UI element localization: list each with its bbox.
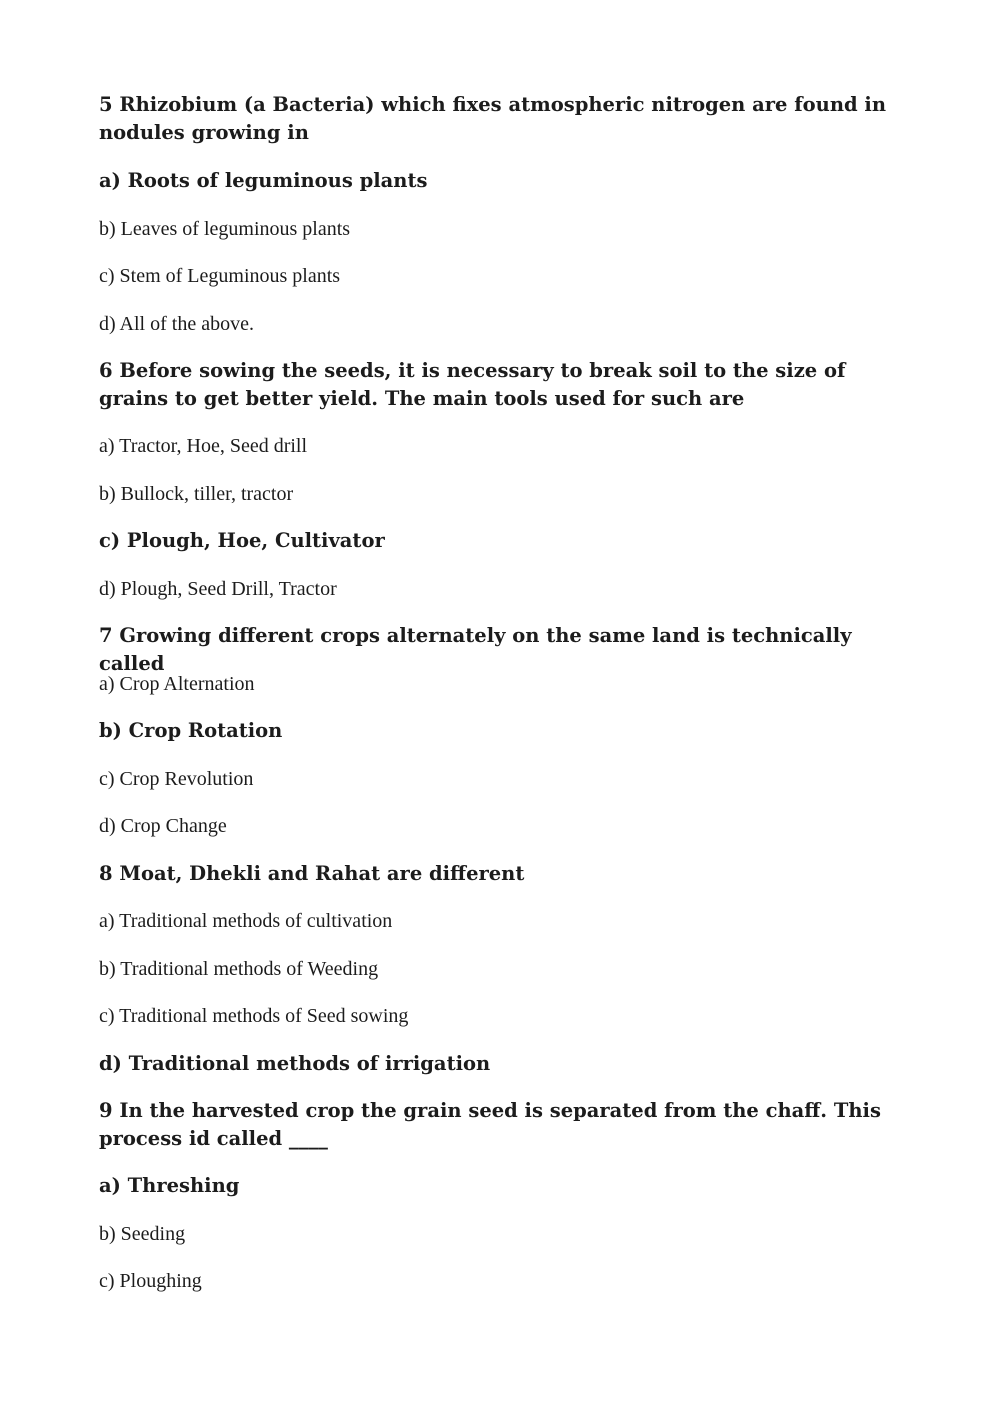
question-7-text: 7 Growing different crops alternately on the same land is technically called <box>99 624 852 675</box>
question-5-option-d: d) All of the above. <box>99 313 254 335</box>
question-9-option-c: c) Ploughing <box>99 1270 202 1292</box>
question-8-option-d-correct: d) Traditional methods of irrigation <box>99 1052 491 1075</box>
question-6-option-a: a) Tractor, Hoe, Seed drill <box>99 435 308 457</box>
question-5-text: 5 Rhizobium (a Bacteria) which fixes atmospheric nitrogen are found in nodules growing in <box>99 93 887 144</box>
question-9-option-b: b) Seeding <box>99 1223 186 1245</box>
question-5-option-c: c) Stem of Leguminous plants <box>99 265 341 287</box>
question-6-option-d: d) Plough, Seed Drill, Tractor <box>99 578 337 600</box>
question-7-option-d: d) Crop Change <box>99 815 227 837</box>
question-9-text: 9 In the harvested crop the grain seed is separated from the chaff. This process id called ____ <box>99 1099 881 1150</box>
question-7-option-a: a) Crop Alternation <box>99 673 255 695</box>
question-8-option-c: c) Traditional methods of Seed sowing <box>99 1005 409 1027</box>
question-9-option-a-correct: a) Threshing <box>99 1174 240 1197</box>
question-5-option-a-correct: a) Roots of leguminous plants <box>99 169 428 192</box>
question-8-option-b: b) Traditional methods of Weeding <box>99 958 379 980</box>
question-7-option-b-correct: b) Crop Rotation <box>99 719 283 742</box>
question-5-option-b: b) Leaves of leguminous plants <box>99 218 351 240</box>
question-6-option-b: b) Bullock, tiller, tractor <box>99 483 294 505</box>
question-8-text: 8 Moat, Dhekli and Rahat are different <box>99 862 525 885</box>
question-7-option-c: c) Crop Revolution <box>99 768 254 790</box>
question-6-option-c-correct: c) Plough, Hoe, Cultivator <box>99 529 385 552</box>
question-8-option-a: a) Traditional methods of cultivation <box>99 910 393 932</box>
question-6-text: 6 Before sowing the seeds, it is necessary to break soil to the size of grains to get better yield. The main tools used for such are <box>99 359 846 410</box>
